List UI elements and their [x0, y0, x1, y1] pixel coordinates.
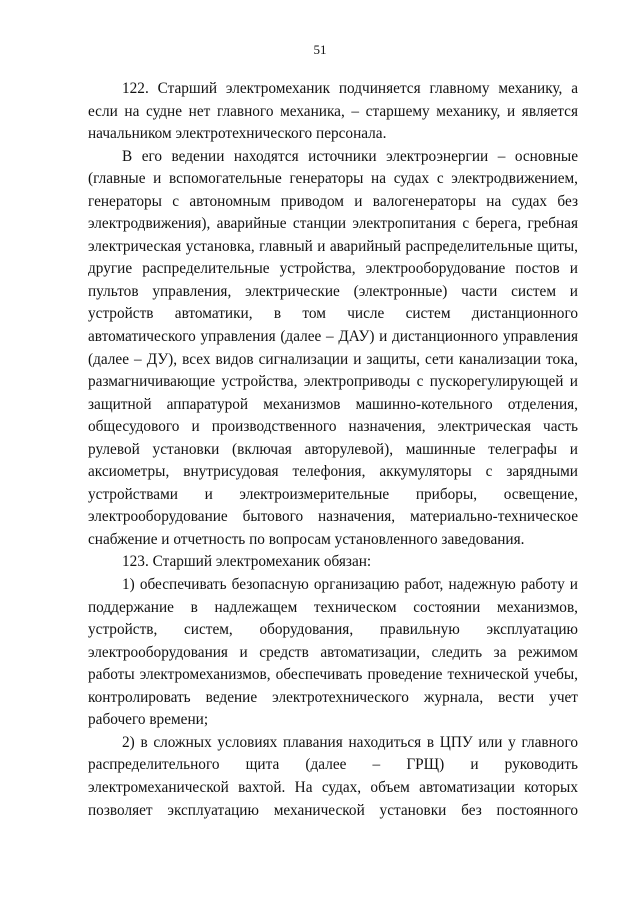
- paragraph-123-heading: 123. Старший электромеханик обязан:: [122, 553, 372, 571]
- page-number: 51: [313, 42, 327, 57]
- paragraph-equipment-list: В его ведении находятся источники электроэнергии – основные (главные и вспомогательные генераторы на судах с электродвижением, генераторы с автономным приводом и валогенераторы на судах без электродвижения), аварийные станции электропитания с берега, гребная электрическая установка, главный и аварийный распределительные щиты, другие распределительные устройства, электрооборудование постов и пультов управления, электрические (электронные) части систем и устройств автоматики, в том числе систем дистанционного автоматического управления (далее – ДАУ) и дистанционного управления (далее – ДУ), всех видов сигнализации и защиты, сети канализации тока, размагничивающие устройства, электроприводы с пускорегулирующей и защитной аппаратурой механизмов машинно-котельного отделения, общесудового и производственного назначения, электрическая часть рулевой установки (включая авторулевой), машинные телеграфы и аксиометры, внутрисудовая телефония, аккумуляторы с зарядными устройствами и электроизмерительные приборы, освещение, электрооборудование бытового назначения, материально-техническое снабжение и отчетность по вопросам установленного заведования.: [88, 147, 578, 548]
- document-body: [88, 78, 578, 822]
- paragraph-duty-2: 2) в сложных условиях плавания находиться в ЦПУ или у главного распределительного щита (далее – ГРЩ) и руководить электромеханической вахтой. На судах, объем автоматизации которых позволяет эксплуатацию механической установки без постоянного: [88, 733, 578, 819]
- paragraph-122: 122. Старший электромеханик подчиняется главному механику, а если на судне нет главного механика, – старшему механику, и является начальником электротехнического персонала.: [88, 80, 578, 143]
- paragraph-duty-1: 1) обеспечивать безопасную организацию работ, надежную работу и поддержание в надлежащем техническом состоянии механизмов, устройств, систем, оборудования, правильную эксплуатацию электрооборудования и средств автоматизации, следить за режимом работы электромеханизмов, обеспечивать проведение технической учебы, контролировать ведение электротехнического журнала, вести учет рабочего времени;: [88, 576, 578, 729]
